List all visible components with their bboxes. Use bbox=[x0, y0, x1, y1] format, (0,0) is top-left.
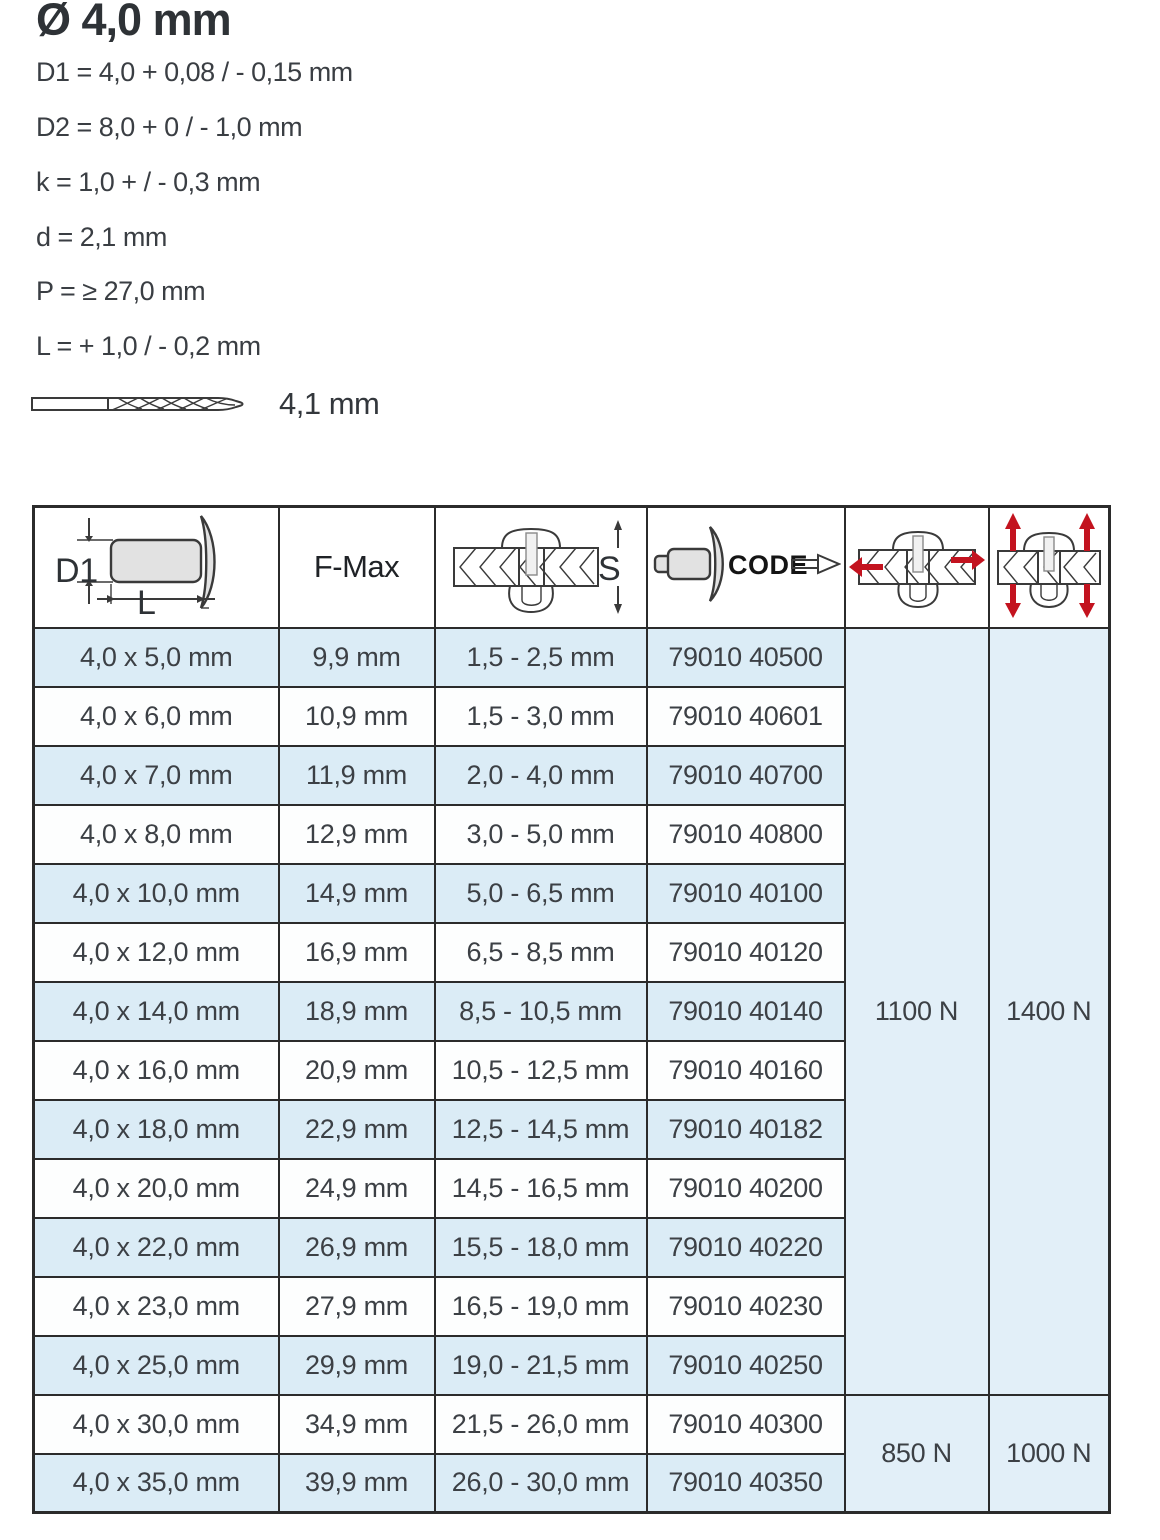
cell-fmax: 11,9 mm bbox=[279, 746, 435, 805]
cell-size: 4,0 x 23,0 mm bbox=[34, 1277, 279, 1336]
cell-fmax: 34,9 mm bbox=[279, 1395, 435, 1454]
header-grip-range bbox=[435, 507, 647, 628]
cell-code: 79010 40140 bbox=[647, 982, 845, 1041]
cell-size: 4,0 x 7,0 mm bbox=[34, 746, 279, 805]
cell-grip-range: 16,5 - 19,0 mm bbox=[435, 1277, 647, 1336]
cell-fmax: 27,9 mm bbox=[279, 1277, 435, 1336]
s-dimension-label: S bbox=[597, 550, 620, 589]
cell-code: 79010 40350 bbox=[647, 1454, 845, 1513]
cell-fmax: 22,9 mm bbox=[279, 1100, 435, 1159]
table-row bbox=[34, 628, 1110, 687]
cell-fmax: 29,9 mm bbox=[279, 1336, 435, 1395]
drill-diameter-label: 4,1 mm bbox=[279, 386, 380, 421]
cell-grip-range: 19,0 - 21,5 mm bbox=[435, 1336, 647, 1395]
cell-grip-range: 3,0 - 5,0 mm bbox=[435, 805, 647, 864]
cell-size: 4,0 x 10,0 mm bbox=[34, 864, 279, 923]
cell-code: 79010 40700 bbox=[647, 746, 845, 805]
l-dimension-label: L bbox=[136, 584, 156, 618]
cell-code: 79010 40250 bbox=[647, 1336, 845, 1395]
tensile-strength-icon bbox=[990, 509, 1108, 619]
header-code bbox=[647, 507, 845, 628]
cell-grip-range: 6,5 - 8,5 mm bbox=[435, 923, 647, 982]
cell-size: 4,0 x 20,0 mm bbox=[34, 1159, 279, 1218]
code-diagram bbox=[651, 516, 841, 612]
cell-code: 79010 40230 bbox=[647, 1277, 845, 1336]
cell-grip-range: 8,5 - 10,5 mm bbox=[435, 982, 647, 1041]
cell-shear-strength: 1100 N bbox=[845, 628, 989, 1395]
cell-size: 4,0 x 30,0 mm bbox=[34, 1395, 279, 1454]
cell-fmax: 12,9 mm bbox=[279, 805, 435, 864]
cell-grip-range: 12,5 - 14,5 mm bbox=[435, 1100, 647, 1159]
spec-d1: D1 = 4,0 + 0,08 / - 0,15 mm bbox=[36, 57, 353, 87]
cell-code: 79010 40220 bbox=[647, 1218, 845, 1277]
cell-code: 79010 40300 bbox=[647, 1395, 845, 1454]
table-row bbox=[34, 1395, 1110, 1454]
header-dimensions bbox=[34, 507, 279, 628]
shear-strength-icon bbox=[847, 510, 987, 617]
cell-tensile-strength: 1000 N bbox=[989, 1395, 1110, 1513]
rivet-table-body bbox=[34, 628, 1110, 1513]
cell-fmax: 18,9 mm bbox=[279, 982, 435, 1041]
cell-fmax: 16,9 mm bbox=[279, 923, 435, 982]
cell-fmax: 26,9 mm bbox=[279, 1218, 435, 1277]
cell-size: 4,0 x 5,0 mm bbox=[34, 628, 279, 687]
cell-fmax: 10,9 mm bbox=[279, 687, 435, 746]
spec-d: d = 2,1 mm bbox=[36, 222, 167, 252]
grip-range-diagram bbox=[446, 510, 636, 617]
cell-grip-range: 2,0 - 4,0 mm bbox=[435, 746, 647, 805]
cell-fmax: 20,9 mm bbox=[279, 1041, 435, 1100]
cell-size: 4,0 x 6,0 mm bbox=[34, 687, 279, 746]
cell-grip-range: 1,5 - 2,5 mm bbox=[435, 628, 647, 687]
cell-grip-range: 1,5 - 3,0 mm bbox=[435, 687, 647, 746]
page-title: Ø 4,0 mm bbox=[36, 0, 231, 45]
d1-dimension-label: D1 bbox=[54, 552, 98, 591]
header-shear-strength bbox=[845, 507, 989, 628]
cell-size: 4,0 x 14,0 mm bbox=[34, 982, 279, 1041]
rivet-dimension-diagram bbox=[49, 510, 264, 617]
cell-size: 4,0 x 22,0 mm bbox=[34, 1218, 279, 1277]
cell-code: 79010 40160 bbox=[647, 1041, 845, 1100]
cell-grip-range: 15,5 - 18,0 mm bbox=[435, 1218, 647, 1277]
cell-grip-range: 14,5 - 16,5 mm bbox=[435, 1159, 647, 1218]
cell-size: 4,0 x 25,0 mm bbox=[34, 1336, 279, 1395]
cell-size: 4,0 x 8,0 mm bbox=[34, 805, 279, 864]
cell-size: 4,0 x 35,0 mm bbox=[34, 1454, 279, 1513]
cell-grip-range: 26,0 - 30,0 mm bbox=[435, 1454, 647, 1513]
cell-grip-range: 21,5 - 26,0 mm bbox=[435, 1395, 647, 1454]
cell-code: 79010 40120 bbox=[647, 923, 845, 982]
cell-size: 4,0 x 18,0 mm bbox=[34, 1100, 279, 1159]
cell-tensile-strength: 1400 N bbox=[989, 628, 1110, 1395]
spec-l: L = + 1,0 / - 0,2 mm bbox=[36, 331, 261, 361]
cell-fmax: 39,9 mm bbox=[279, 1454, 435, 1513]
header-fmax bbox=[279, 507, 435, 628]
table-header-row bbox=[34, 507, 1110, 628]
cell-grip-range: 10,5 - 12,5 mm bbox=[435, 1041, 647, 1100]
drill-diameter-row bbox=[30, 386, 379, 422]
cell-code: 79010 40500 bbox=[647, 628, 845, 687]
drill-bit-icon bbox=[30, 390, 245, 418]
cell-code: 79010 40601 bbox=[647, 687, 845, 746]
spec-k: k = 1,0 + / - 0,3 mm bbox=[36, 167, 261, 197]
cell-code: 79010 40800 bbox=[647, 805, 845, 864]
cell-fmax: 9,9 mm bbox=[279, 628, 435, 687]
spec-d2: D2 = 8,0 + 0 / - 1,0 mm bbox=[36, 112, 303, 142]
cell-fmax: 14,9 mm bbox=[279, 864, 435, 923]
spec-p: P = ≥ 27,0 mm bbox=[36, 276, 206, 306]
fmax-label: F-Max bbox=[313, 549, 400, 585]
cell-code: 79010 40100 bbox=[647, 864, 845, 923]
cell-code: 79010 40182 bbox=[647, 1100, 845, 1159]
cell-grip-range: 5,0 - 6,5 mm bbox=[435, 864, 647, 923]
cell-size: 4,0 x 12,0 mm bbox=[34, 923, 279, 982]
cell-size: 4,0 x 16,0 mm bbox=[34, 1041, 279, 1100]
rivet-spec-table bbox=[32, 505, 1111, 1514]
header-tensile-strength bbox=[989, 507, 1110, 628]
code-label: CODE bbox=[727, 549, 808, 580]
cell-fmax: 24,9 mm bbox=[279, 1159, 435, 1218]
cell-shear-strength: 850 N bbox=[845, 1395, 989, 1513]
cell-code: 79010 40200 bbox=[647, 1159, 845, 1218]
